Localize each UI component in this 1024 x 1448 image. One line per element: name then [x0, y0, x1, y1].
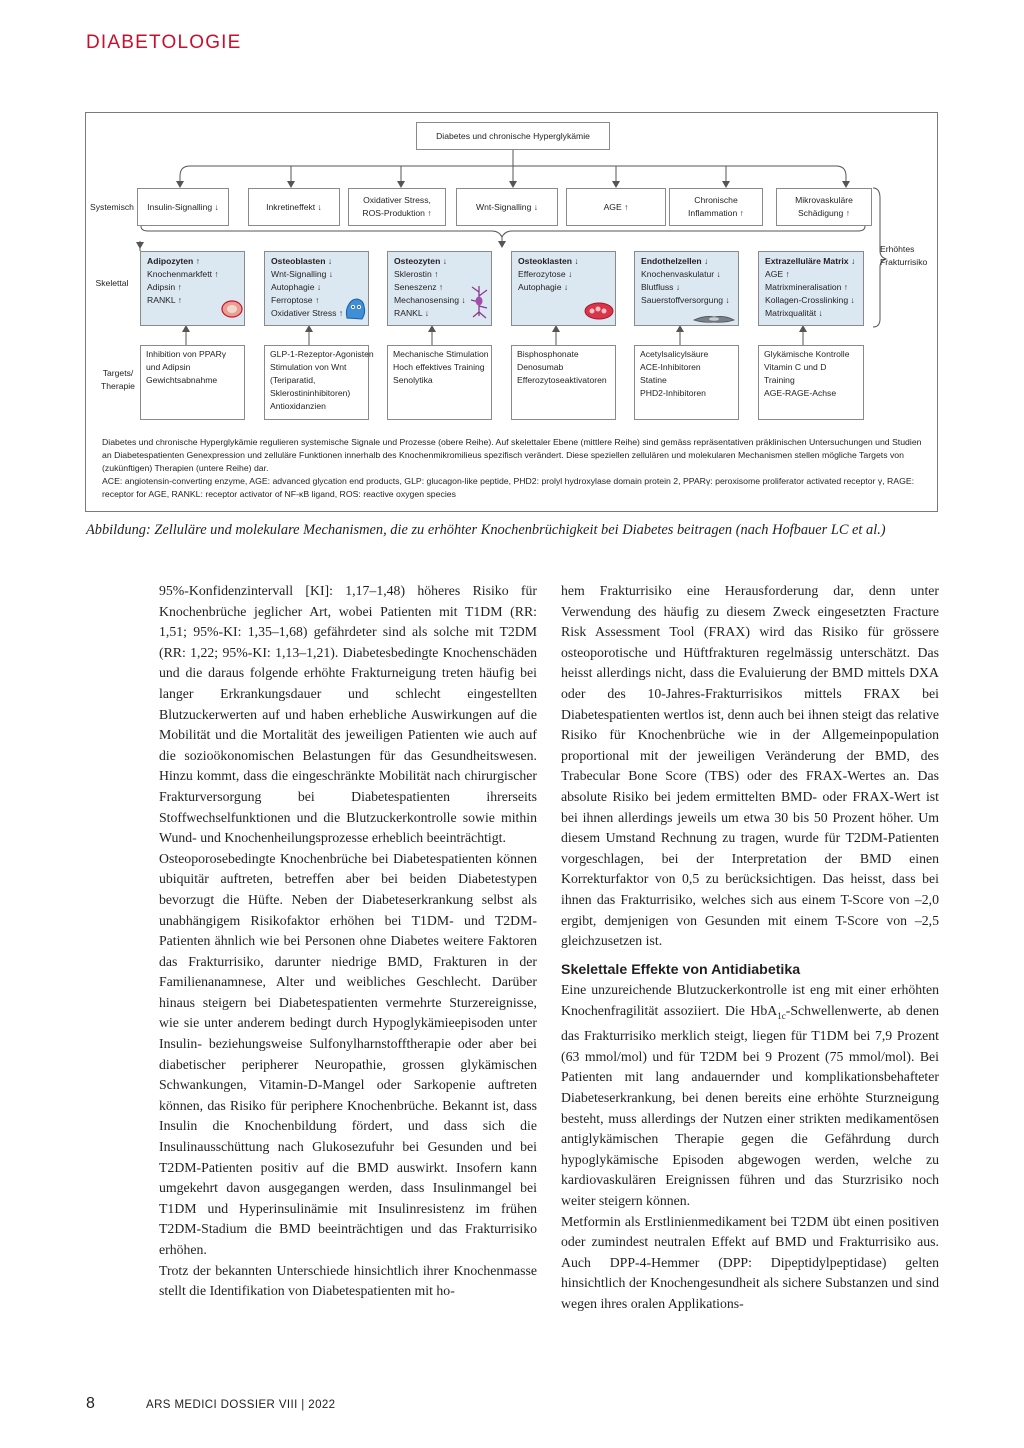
figure-legend [102, 436, 928, 501]
right-label-fracture-risk: Erhöhtes Frakturrisiko [880, 244, 928, 267]
target-box-line: AGE-RAGE-Achse [764, 388, 837, 398]
figure-diagram [85, 112, 938, 512]
skeletal-box-line: Seneszenz ↑ [394, 282, 444, 292]
target-box-line: Glykämische Kontrolle [764, 349, 850, 359]
skeletal-box-line: AGE ↑ [765, 269, 790, 279]
figure-caption: Abbildung: Zelluläre und molekulare Mechanismen, die zu erhöhter Knochenbrüchigkeit bei Diabetes beitragen (nach Hofbauer LC et al.) [86, 522, 886, 538]
target-box-line: Denosumab [517, 362, 564, 372]
target-box-line: GLP-1-Rezeptor-Agonisten [270, 349, 374, 359]
top-box [416, 122, 610, 150]
target-box [758, 345, 864, 420]
target-box-line: Acetylsalicylsäure [640, 349, 709, 359]
systemic-box-line: ROS-Produktion ↑ [362, 208, 432, 218]
target-box-line: Gewichtsabnahme [146, 375, 218, 385]
skeletal-box-line: Oxidativer Stress ↑ [271, 308, 344, 318]
section-heading: Skelettale Effekte von Antidiabetika [561, 961, 801, 978]
systemic-box-line: Inkretineffekt ↓ [266, 201, 322, 212]
systemic-box [669, 188, 763, 226]
middle-bracket [141, 226, 865, 237]
skeletal-box-line: Matrixqualität ↓ [765, 308, 823, 318]
page-number: 8 [86, 1395, 95, 1412]
skeletal-box-title: Osteoklasten ↓ [518, 256, 579, 266]
systemic-box [248, 188, 340, 226]
target-box-line: ACE-Inhibitoren [640, 362, 701, 372]
skeletal-box-line: Sklerostin ↑ [394, 269, 439, 279]
body-paragraph: Trotz der bekannten Unterschiede hinsichtlich ihrer Knochenmasse stellt die Identifikation von Diabetespatienten mit ho- [159, 1262, 537, 1299]
skeletal-box-line: Knochenvaskulatur ↓ [641, 269, 721, 279]
target-box-line: Antioxidanzien [270, 401, 326, 411]
target-box-line: und Adipsin [146, 362, 191, 372]
body-paragraph [561, 980, 939, 1211]
target-box-line: Senolytika [393, 375, 433, 385]
skeletal-box-line: Mechanosensing ↓ [394, 295, 466, 305]
skeletal-box-line: Matrixmineralisation ↑ [765, 282, 849, 292]
legend-text: Diabetes und chronische Hyperglykämie regulieren systemische Signale und Prozesse (obere Reihe). Auf skelettaler Ebene (mittlere Reihe) sind gemäss repräsentativen präklinischen Untersuchungen und Studien an Diabetespatienten Genexpression und zelluläre Funktionen innerhalb des Knochenmikromilieus spezifisch verändert. Diese speziellen zellulären und molekularen Mechanismen stellen mögliche Targets von (zukünftigen) Therapien (untere Reihe) dar. [102, 437, 922, 473]
skeletal-box-line: Efferozytose ↓ [518, 269, 573, 279]
target-box-line: Efferozytoseaktivatoren [517, 375, 607, 385]
skeletal-box-line: Sauerstoffversorgung ↓ [641, 295, 730, 305]
systemic-box-line: Oxidativer Stress, [363, 195, 431, 205]
skeletal-box-adipocytes [140, 251, 245, 326]
target-box-line: PHD2-Inhibitoren [640, 388, 706, 398]
body-text: Eine unzureichende Blutzuckerkontrolle ist eng mit einer erhöhten Knochenfragilität assoziiert. Die HbA [561, 982, 939, 1018]
legend-abbreviations: ACE: angiotensin-converting enzyme, AGE: advanced glycation end products, GLP: glucagon-like peptide, PHD2: prolyl hydroxylase domain protein 2, PPARγ: peroxisome proliferator activated receptor γ, RAGE: receptor for AGE, RANKL: receptor activator of NF-κB ligand, ROS: reactive oxygen species [102, 476, 915, 499]
target-box-line: Training [764, 375, 795, 385]
body-text: -Schwellenwerte, ab denen das Frakturrisiko merklich steigt, liegen für T1DM bei 7,9 Prozent (63 mmol/mol) und für T2DM bei 9 Prozent (75 mmol/mol). Bei Patienten mit lang andauernder und komplikationsbehafteter Diabeteserkrankung, bei denen bereits eine erhöhte Sturzneigung besteht, muss allerdings der Nutzen einer strikten medikamentösen antiglykämischen Therapie gegen die Gefährdung durch hypoglykämische Episoden abgewogen werden, welche zu kardiovaskulären Ereignissen führen und das Sturzrisiko noch weiter steigern können. [561, 1002, 939, 1208]
skeletal-box-line: RANKL ↑ [147, 295, 183, 305]
target-box-line: Stimulation von Wnt [270, 362, 347, 372]
skeletal-box-osteocytes [387, 251, 492, 326]
top-box-label: Diabetes und chronische Hyperglykämie [436, 130, 590, 141]
skeletal-box-line: Kollagen-Crosslinking ↓ [765, 295, 855, 305]
target-box-line: Sklerostininhibitoren) [270, 388, 351, 398]
target-box-line: Hoch effektives Training [393, 362, 485, 372]
target-box [634, 345, 739, 420]
skeletal-box-line: Knochenmarkfett ↑ [147, 269, 219, 279]
row-label-skeletal: Skelettal [95, 278, 129, 288]
systemic-box-line: Inflammation ↑ [688, 208, 744, 218]
subscript: 1c [777, 1010, 786, 1021]
osteocyte-icon [468, 282, 490, 320]
skeletal-box-line: Autophagie ↓ [271, 282, 322, 292]
target-box [387, 345, 492, 420]
systemic-box [456, 188, 558, 226]
adipocyte-icon [221, 300, 243, 318]
row-label-systemic: Systemisch [90, 202, 134, 212]
skeletal-box-line: RANKL ↓ [394, 308, 430, 318]
body-column-right [561, 581, 939, 1315]
skeletal-box-title: Extrazelluläre Matrix ↓ [765, 256, 856, 266]
skeletal-box-osteoclasts [511, 251, 616, 326]
systemic-box-line: AGE ↑ [603, 201, 629, 212]
systemic-box-line: Chronische [694, 195, 738, 205]
skeletal-box-line: Wnt-Signalling ↓ [271, 269, 334, 279]
systemic-box [776, 188, 872, 226]
target-box [140, 345, 245, 420]
skeletal-box-title: Endothelzellen ↓ [641, 256, 709, 266]
row-label-targets: Targets/ Therapie [101, 368, 135, 391]
target-box-line: Statine [640, 375, 667, 385]
endothelial-cell-icon [693, 314, 735, 324]
osteoclast-icon [584, 302, 614, 320]
skeletal-box-title: Adipozyten ↑ [147, 256, 200, 266]
body-paragraph: Metformin als Erstlinienmedikament bei T2DM übt einen positiven oder zumindest neutralen Effekt auf BMD und Frakturrisiko aus. Auch DPP-4-Hemmer (DPP: Dipeptidylpeptidase) gelten hinsichtlich der Knochengesundheit als sichere Substanzen und sind wegen ihres oralen Applikations- [561, 1213, 939, 1311]
target-box-line: (Teriparatid, [270, 375, 316, 385]
systemic-box-line: Insulin-Signalling ↓ [147, 201, 219, 212]
skeletal-box-title: Osteozyten ↓ [394, 256, 448, 266]
skeletal-box-line: Ferroptose ↑ [271, 295, 320, 305]
systemic-box-line: Mikrovaskuläre [795, 195, 853, 205]
footer-publication: ARS MEDICI DOSSIER VIII | 2022 [146, 1399, 336, 1411]
systemic-box [566, 188, 666, 226]
target-box-line: Inhibition von PPARγ [146, 349, 227, 359]
skeletal-box-line: Autophagie ↓ [518, 282, 569, 292]
skeletal-box-endothelial-cells [634, 251, 739, 326]
skeletal-box-line: Blutfluss ↓ [641, 282, 681, 292]
body-paragraph: Osteoporosebedingte Knochenbrüche bei Diabetespatienten können ubiquitär auftreten, betreffen aber bei beiden Diabetestypen bevorzugt die Hüfte. Neben der Diabeteserkrankung selbst als unabhängigem Risikofaktor erhöhen bei T1DM- und T2DM-Patienten ähnlich wie bei Personen ohne Diabetes weitere Faktoren das Frakturrisiko, darunter niedrige BMD, Frakturen in der Familienanamnese, Alter und weibliches Geschlecht. Darüber hinaus steigern bei Diabetespatienten vermehrte Sturzereignisse, wie sie unter anderem bedingt durch Hypoglykämieepisoden unter Insulin- beziehungsweise Sulfonylharnstofftherapie oder aber bei diabetischer peripherer Neuropathie, grossen glykämischen Schwankungen, Vitamin-D-Mangel oder Sarkopenie auftreten können, das Risiko für periphere Knochenbrüche. Bekannt ist, dass Insulin die Knochenbildung fördert, und dass sich die Insulinausschüttung nach Glukosezufuhr bei Gesunden und bei T2DM-Patienten positiv auf die BMD auswirkt. Insofern kann umgekehrt davon ausgegangen werden, dass Insulinmangel bei T1DM und Hyperinsulinämie mit Insulinresistenz im frühen T2DM-Stadium die BMD beeinträchtigen und das Frakturrisiko erhöhen. [159, 850, 537, 1257]
systemic-box [137, 188, 229, 226]
systemic-box-line: Wnt-Signalling ↓ [475, 201, 539, 212]
skeletal-box-line: Adipsin ↑ [147, 282, 182, 292]
osteoblast-icon [343, 296, 367, 322]
target-box-line: Bisphosphonate [517, 349, 579, 359]
systemic-box [348, 188, 446, 226]
body-paragraph: 95%-Konfidenzintervall [KI]: 1,17–1,48) höheres Risiko für Knochenbrüche jeglicher Art, wobei Patienten mit T1DM (RR: 1,51; 95%-KI: 1,35–1,68) gefährdeter sind als solche mit T2DM (RR: 1,22; 95%-KI: 1,13–1,21). Diabetesbedingte Knochenschäden und die daraus folgende erhöhte Frakturneigung treten häufig bei langer Erkrankungsdauer und schlecht eingestellten Blutzuckerwerten auf und haben erhebliche Auswirkungen auf die Mobilität und die Mortalität des jeweiligen Patienten wie auch auf die sozioökonomischen Belastungen für das Gesundheitswesen. Hinzu kommt, dass die eingeschränkte Mobilität nach chirurgischer Frakturversorgung bei Diabetespatienten ihrerseits Stoffwechselfunktionen und die Blutzuckerkontrolle sowie mithin Wund- und Knochenheilungsprozesse erheblich beeinträchtigt. [159, 583, 537, 846]
target-box-line: Mechanische Stimulation [393, 349, 489, 359]
body-paragraph: hem Frakturrisiko eine Herausforderung dar, denn unter Verwendung des häufig zu diesem Zweck eingesetzten Fracture Risk Assessment Tool (FRAX) wird das Risiko für grössere osteoporotische und Hüftfrakturen regelmässig unterschätzt. Das heisst allerdings nicht, dass die Evaluierung der BMD mittels DXA oder des 10-Jahres-Frakturrisikos mittels FRAX bei Diabetespatienten wertlos ist, denn auch bei ihnen steigt das relative Risiko für Knochenbrüche wie in der Allgemeinpopulation proportional mit der jeweiligen Veränderung der BMD, des Trabecular Bone Score (TBS) oder des FRAX-Wertes an. Das absolute Risiko bei jedem ermittelten BMD- oder FRAX-Wert ist bei ihnen allerdings jeweils um etwa 30 bis 50 Prozent höher. Um diesem Umstand Rechnung zu tragen, wurde für T2DM-Patienten vorgeschlagen, bei der Interpretation der BMD einen Korrekturfaktor von 0,5 zu berücksichtigen. Das heisst, dass bei ihnen das Frakturrisiko, welches sich aus einem T-Score von –2,0 ergibt, demjenigen von Gesunden mit einem T-Score von –2,5 gleichzusetzen ist. [561, 583, 939, 949]
skeletal-box-extracellular-matrix [758, 251, 864, 326]
skeletal-box-title: Osteoblasten ↓ [271, 256, 333, 266]
target-box [511, 345, 616, 420]
systemic-box-line: Schädigung ↑ [797, 208, 851, 218]
body-column-left [159, 581, 537, 1302]
target-box [264, 345, 374, 420]
skeletal-box-osteoblasts [264, 251, 369, 326]
target-box-line: Vitamin C und D [764, 362, 827, 372]
section-title: DIABETOLOGIE [86, 32, 242, 53]
